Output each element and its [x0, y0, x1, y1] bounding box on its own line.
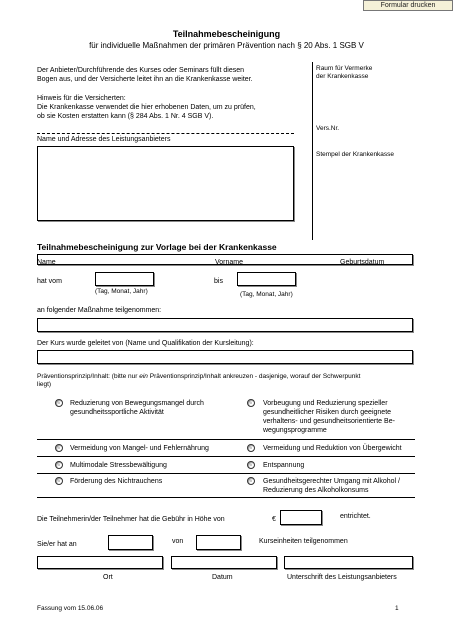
geburtsdatum-label: Geburtsdatum — [340, 259, 385, 266]
option-vorbeugung-risiken-radio[interactable] — [247, 399, 255, 407]
signature-field[interactable] — [284, 556, 413, 569]
option-entspannung-radio[interactable] — [247, 461, 255, 469]
option-ernaehrung-radio[interactable] — [55, 444, 63, 452]
option-stress-radio[interactable] — [55, 461, 63, 469]
attendance-post-label: Kurseinheiten teilgenommen — [259, 538, 348, 545]
datum-field[interactable] — [171, 556, 277, 569]
attendance-von-label: von — [172, 538, 184, 545]
prinzip-instruction — [37, 372, 360, 381]
option-divider — [37, 439, 415, 440]
option-entspannung-label: Entspannung — [263, 462, 305, 469]
vers-nr-label: Vers.Nr. — [316, 125, 340, 132]
prinzip-instruction-emphasis: ein — [139, 373, 148, 380]
date-from-field[interactable] — [95, 272, 154, 286]
currency-symbol: € — [272, 516, 276, 523]
fee-suffix: entrichtet. — [340, 513, 371, 520]
section-title: Teilnahmebescheinigung zur Vorlage bei der Krankenkasse — [37, 242, 277, 252]
provider-name-address-field[interactable] — [37, 146, 294, 221]
print-form-button[interactable]: Formular drucken — [363, 0, 453, 11]
side-box-border — [312, 62, 313, 240]
total-units-field[interactable] — [196, 535, 241, 550]
option-stress-label: Multimodale Stressbewältigung — [70, 462, 167, 469]
option-alkohol-radio[interactable] — [247, 477, 255, 485]
footer-page-number: 1 — [395, 605, 399, 612]
prinzip-instruction-post: Präventionsprinzip/Inhalt ankreuzen - dasjenige, worauf der Schwerpunkt — [147, 373, 361, 380]
vorname-label: Vorname — [215, 259, 244, 266]
intro-line-1: Der Anbieter/Durchführende des Kurses oder Seminars füllt diesen — [37, 67, 244, 74]
side-box-label-2: der Krankenkasse — [316, 73, 369, 80]
signature-label: Unterschrift des Leistungsanbieters — [287, 574, 397, 581]
hint-line-2: ob sie Kosten erstatten kann (§ 284 Abs. 1 Nr. 4 SGB V). — [37, 113, 214, 120]
attended-units-field[interactable] — [108, 535, 153, 550]
option-alkohol-label-1: Gesundheitsgerechter Umgang mit Alkohol / — [263, 478, 400, 485]
fee-label: Die Teilnehmerin/der Teilnehmer hat die Gebühr in Höhe von — [37, 516, 225, 523]
intro-line-2: Bogen aus, und der Versicherte leitet ihn an die Krankenkasse weiter. — [37, 76, 253, 83]
side-box-label-1: Raum für Vermerke — [316, 65, 373, 72]
form-title: Teilnahmebescheinigung — [172, 29, 281, 39]
option-uebergewicht-label: Vermeidung und Reduktion von Übergewicht — [263, 445, 402, 452]
hat-vom-label: hat vom — [37, 278, 62, 285]
stempel-label: Stempel der Krankenkasse — [316, 151, 395, 158]
date-to-field[interactable] — [237, 272, 296, 286]
datum-label: Datum — [212, 574, 233, 581]
option-vorbeugung-label-1: Vorbeugung und Reduzierung spezieller — [263, 400, 388, 407]
option-bewegungsmangel-label-1: Reduzierung von Bewegungsmangel durch — [70, 400, 204, 407]
option-vorbeugung-label-4: wegungsprogramme — [263, 427, 327, 434]
option-vorbeugung-label-3: verhaltens- und gesundheitsorientierte Be- — [263, 418, 395, 425]
option-divider — [37, 497, 415, 498]
option-divider — [37, 473, 415, 474]
massnahme-label: an folgender Maßnahme teilgenommen: — [37, 307, 162, 314]
prinzip-instruction-pre: Präventionsprinzip/Inhalt: (bitte nur — [37, 373, 140, 380]
date-from-hint: (Tag, Monat, Jahr) — [95, 288, 148, 295]
massnahme-field[interactable] — [37, 318, 413, 332]
hint-line-1: Die Krankenkasse verwendet die hier erhobenen Daten, um zu prüfen, — [37, 104, 256, 111]
option-alkohol-label-2: Reduzierung des Alkoholkonsums — [263, 487, 369, 494]
attendance-pre-label: Sie/er hat an — [37, 541, 77, 548]
bis-label: bis — [214, 278, 223, 285]
option-vorbeugung-label-2: gesundheitlicher Risiken durch geeignete — [263, 409, 392, 416]
option-nichtrauchen-radio[interactable] — [55, 477, 63, 485]
name-label: Name — [37, 259, 56, 266]
kursleitung-field[interactable] — [37, 350, 413, 364]
form-subtitle: für individuelle Maßnahmen der primären Prävention nach § 20 Abs. 1 SGB V — [89, 41, 364, 50]
provider-label: Name und Adresse des Leistungsanbieters — [37, 136, 171, 143]
option-nichtrauchen-label: Förderung des Nichtrauchens — [70, 478, 163, 485]
kursleitung-label: Der Kurs wurde geleitet von (Name und Qualifikation der Kursleitung): — [37, 340, 254, 347]
option-bewegungsmangel-radio[interactable] — [55, 399, 63, 407]
date-to-hint: (Tag, Monat, Jahr) — [240, 291, 293, 298]
option-bewegungsmangel-label-2: gesundheitssportliche Aktivität — [70, 409, 164, 416]
option-uebergewicht-radio[interactable] — [247, 444, 255, 452]
prinzip-instruction-line-2: liegt) — [37, 381, 52, 388]
option-ernaehrung-label: Vermeidung von Mangel- und Fehlernährung — [70, 445, 209, 452]
ort-field[interactable] — [37, 556, 163, 569]
cut-line — [37, 133, 294, 134]
ort-label: Ort — [103, 574, 113, 581]
fee-amount-field[interactable] — [280, 510, 322, 525]
hint-heading: Hinweis für die Versicherten: — [37, 95, 126, 102]
option-divider — [37, 456, 415, 457]
footer-version: Fassung vom 15.06.06 — [37, 605, 104, 612]
